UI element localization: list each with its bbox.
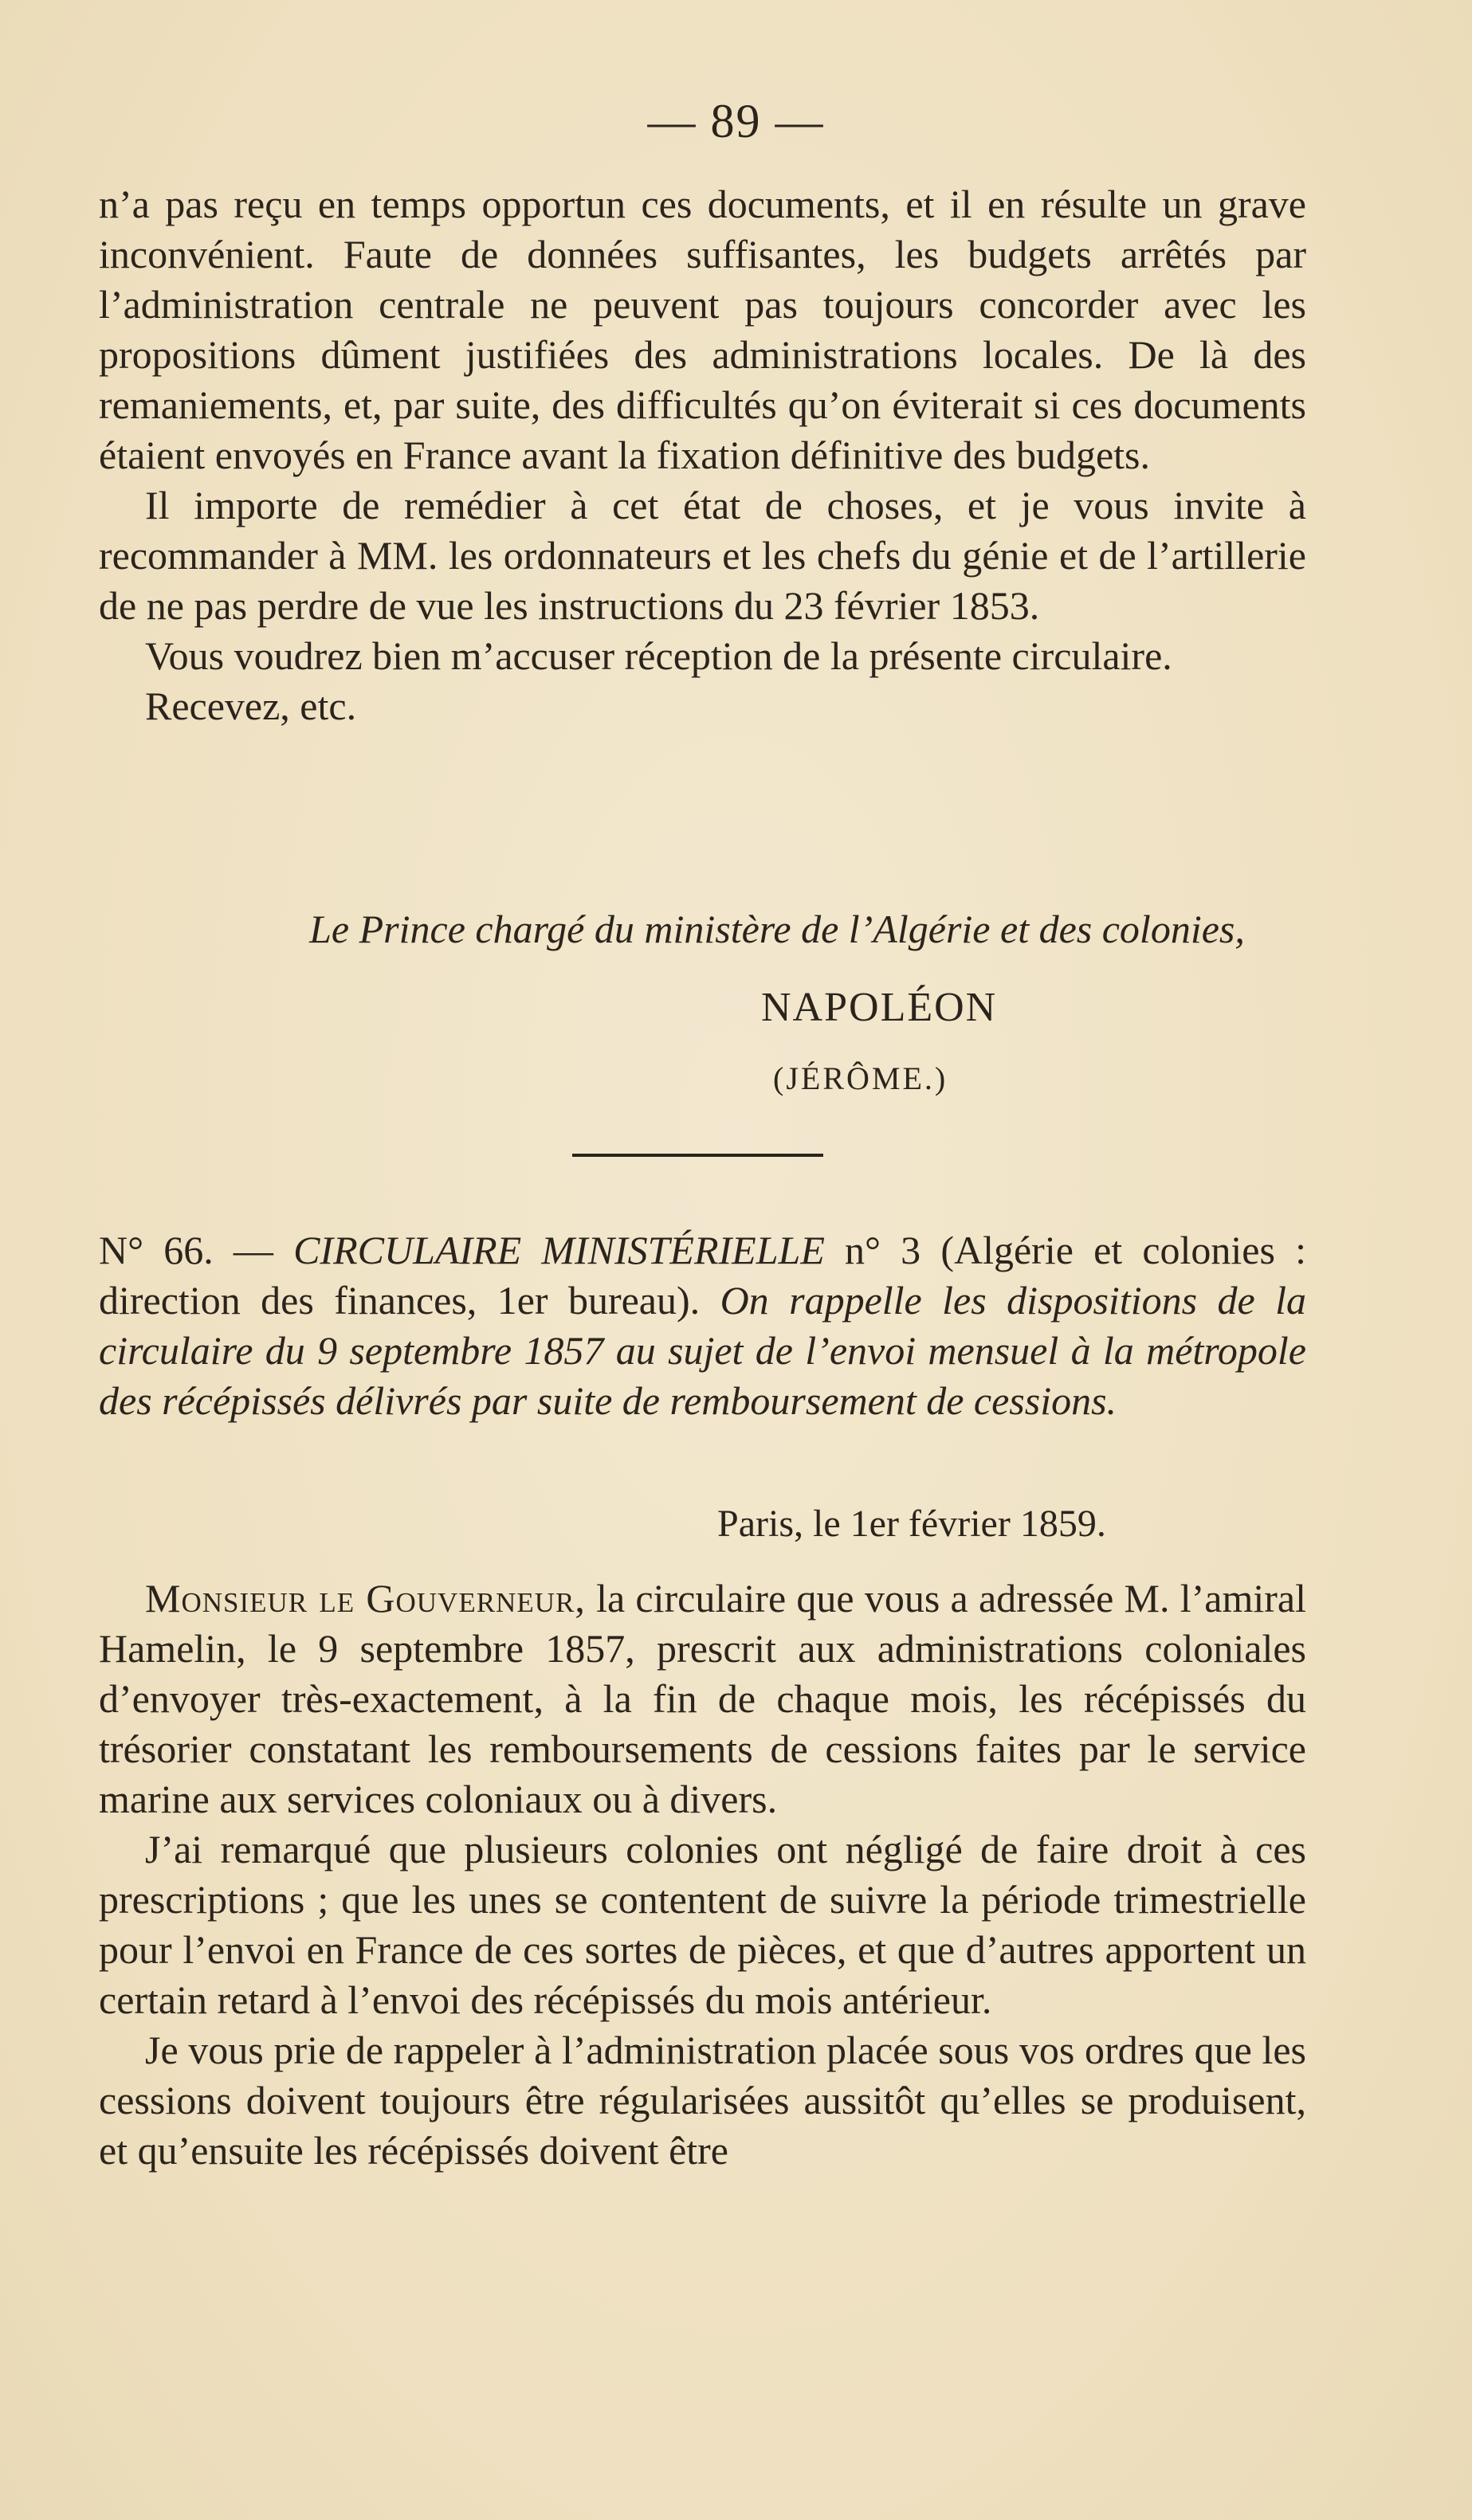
circular-title: CIRCULAIRE MINISTÉRIELLE — [293, 1228, 825, 1272]
continuation-text — [99, 179, 1306, 731]
paragraph-acknowledge: Vous voudrez bien m’accuser réception de la présente circulaire. — [145, 633, 1172, 678]
paragraph-opening — [99, 1574, 1306, 1824]
paragraph-request: Je vous prie de rappeler à l’administration placée sous vos ordres que les cessions doivent toujours être régularisées aussitôt qu’elles se produisent, et qu’ensuite les récépissés doivent être — [99, 2028, 1306, 2173]
page-number: — 89 — — [647, 95, 825, 147]
circular-number: N° 66. — — [99, 1228, 273, 1272]
signatory-name: NAPOLÉON — [761, 985, 998, 1030]
circular-reference: n° 3 (Algérie et colonies : direction des finances, 1er bureau). — [99, 1228, 1306, 1323]
section-divider — [572, 1154, 823, 1157]
dateline: Paris, le 1er février 1859. — [717, 1503, 1106, 1545]
circular-summary: On rappelle les dispositions de la circulaire du 9 septembre 1857 au sujet de l’envoi mensuel à la métropole des récépissés délivrés par suite de remboursement de cessions. — [99, 1278, 1306, 1423]
paragraph-negligence: J’ai remarqué que plusieurs colonies ont négligé de faire droit à ces prescriptions ; que les unes se contentent de suivre la période trimestrielle pour l’envoi en France de ces sortes de pièces, et que d’autres apportent un certain retard à l’envoi des récépissés du mois antérieur. — [99, 1827, 1306, 2022]
paragraph-budgets: n’a pas reçu en temps opportun ces documents, et il en résulte un grave inconvénient. Faute de données suffisantes, les budgets arrêtés par l’administration centrale ne peuvent pas toujours concorder avec les propositions dûment justifiées des administrations locales. De là des remaniements, et, par suite, des difficultés qu’on éviterait si ces documents étaient envoyés en France avant la fixation définitive des budgets. — [99, 182, 1306, 477]
paragraph-instructions: Il importe de remédier à cet état de choses, et je vous invite à recommander à MM. les ordonnateurs et les chefs du génie et de l’artillerie de ne pas perdre de vue les instructions du 23 février 1853. — [99, 483, 1306, 628]
opening-text: la circulaire que vous a adressée M. l’amiral Hamelin, le 9 septembre 1857, prescrit aux administrations coloniales d’envoyer très-exactement, à la fin de chaque mois, les récépissés du trésorier constatant les remboursements de cessions faites par le service marine aux services coloniaux ou à divers. — [99, 1576, 1307, 1821]
signatory-subname: (JÉRÔME.) — [773, 1060, 948, 1096]
letter-body — [99, 1574, 1306, 2176]
closing-formula: Recevez, etc. — [145, 684, 357, 728]
salutation: Monsieur le Gouverneur, — [145, 1576, 586, 1621]
signatory-title: Le Prince chargé du ministère de l’Algérie et des colonies, — [309, 907, 1245, 951]
circular-heading — [99, 1225, 1306, 1426]
